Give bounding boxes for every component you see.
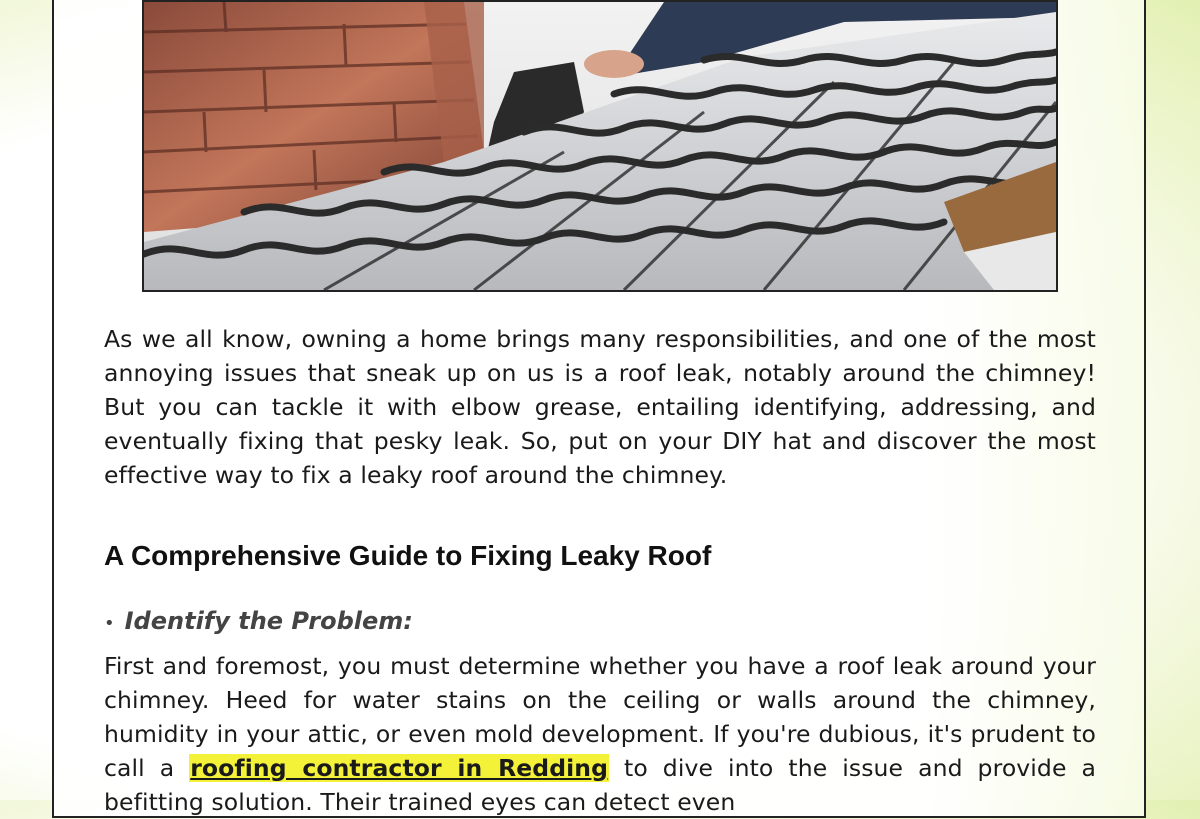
article-content [104,322,1096,819]
subsection-title [104,604,1096,641]
roofing-contractor-link[interactable]: roofing contractor in Redding [190,754,609,782]
bullet-icon: • [104,613,115,634]
intro-paragraph: As we all know, owning a home brings many responsibilities, and one of the most annoying issues that sneak up on us is a roof leak, notably around the chimney! But you can tackle it with elbow grease, entailing identifying, addressing, and eventually fixing that pesky leak. So, put on your DIY hat and discover the most effective way to fix a leaky roof around the chimney. [104,325,1096,489]
subsection-title-text: Identify the Problem: [124,607,413,635]
body-text-after-link: to dive into the issue and provide a befitting solution. Their trained eyes can detect even [104,754,1096,816]
hero-image [142,0,1058,292]
roof-chimney-illustration [144,2,1056,290]
body-text-before-link: First and foremost, you must determine whether you have a roof leak around your chimney. Heed for water stains on the ceiling or walls around the chimney, humidity in your attic, or even mold development. If you're dubious, it's prudent to call a [104,652,1096,782]
section-heading: A Comprehensive Guide to Fixing Leaky Roof [104,540,712,571]
body-paragraph [104,649,1096,819]
